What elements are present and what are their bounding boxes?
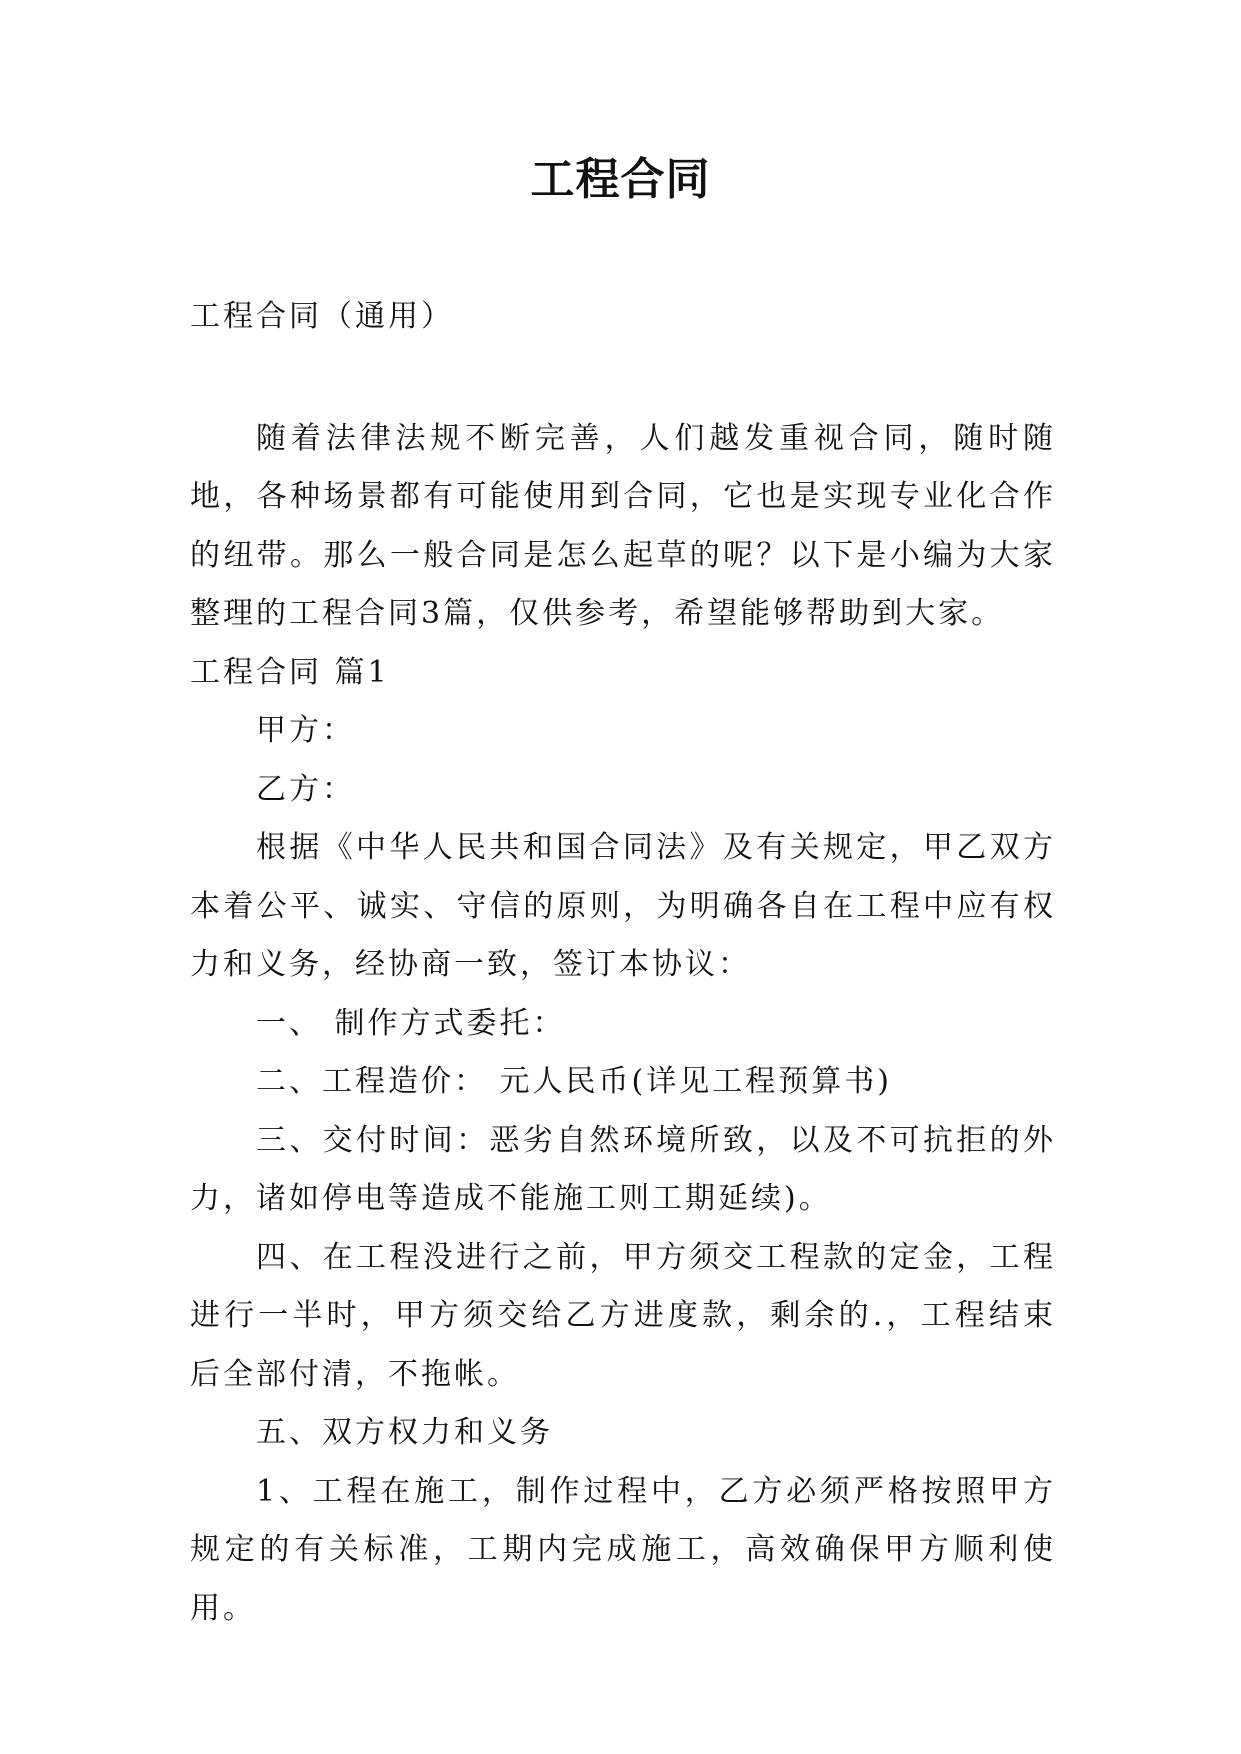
clause-3: 三、交付时间：恶劣自然环境所致，以及不可抗拒的外力，诸如停电等造成不能施工则工期延续)。: [190, 1122, 1056, 1216]
section-heading: 工程合同 篇1: [190, 654, 390, 690]
intro-paragraph: 随着法律法规不断完善，人们越发重视合同，随时随地，各种场景都有可能使用到合同，它也是实现专业化合作的纽带。那么一般合同是怎么起草的呢？以下是小编为大家整理的工程合同3篇，仅供参考，希望能够帮助到大家。: [190, 420, 1056, 631]
party-a-line: 甲方：: [256, 713, 355, 748]
document-title: 工程合同: [530, 154, 711, 205]
preamble-paragraph: 根据《中华人民共和国合同法》及有关规定，甲乙双方本着公平、诚实、守信的原则，为明确各自在工程中应有权力和义务，经协商一致，签订本协议：: [190, 830, 1056, 982]
party-b-line: 乙方：: [256, 771, 355, 807]
document-body: [190, 288, 1056, 1638]
document-subtitle: 工程合同（通用）: [190, 299, 454, 334]
clause-2: 二、工程造价： 元人民币(详见工程预算书): [256, 1064, 892, 1099]
clause-4: 四、在工程没进行之前，甲方须交工程款的定金，工程进行一半时，甲方须交给乙方进度款，剩余的.，工程结束后全部付清，不拖帐。: [190, 1239, 1056, 1392]
clause-1: 一、 制作方式委托：: [256, 1005, 566, 1041]
clause-5: 五、双方权力和义务: [256, 1415, 553, 1450]
clause-5-1: 1、工程在施工，制作过程中，乙方必须严格按照甲方规定的有关标准，工期内完成施工，高效确保甲方顺利使用。: [190, 1473, 1056, 1626]
